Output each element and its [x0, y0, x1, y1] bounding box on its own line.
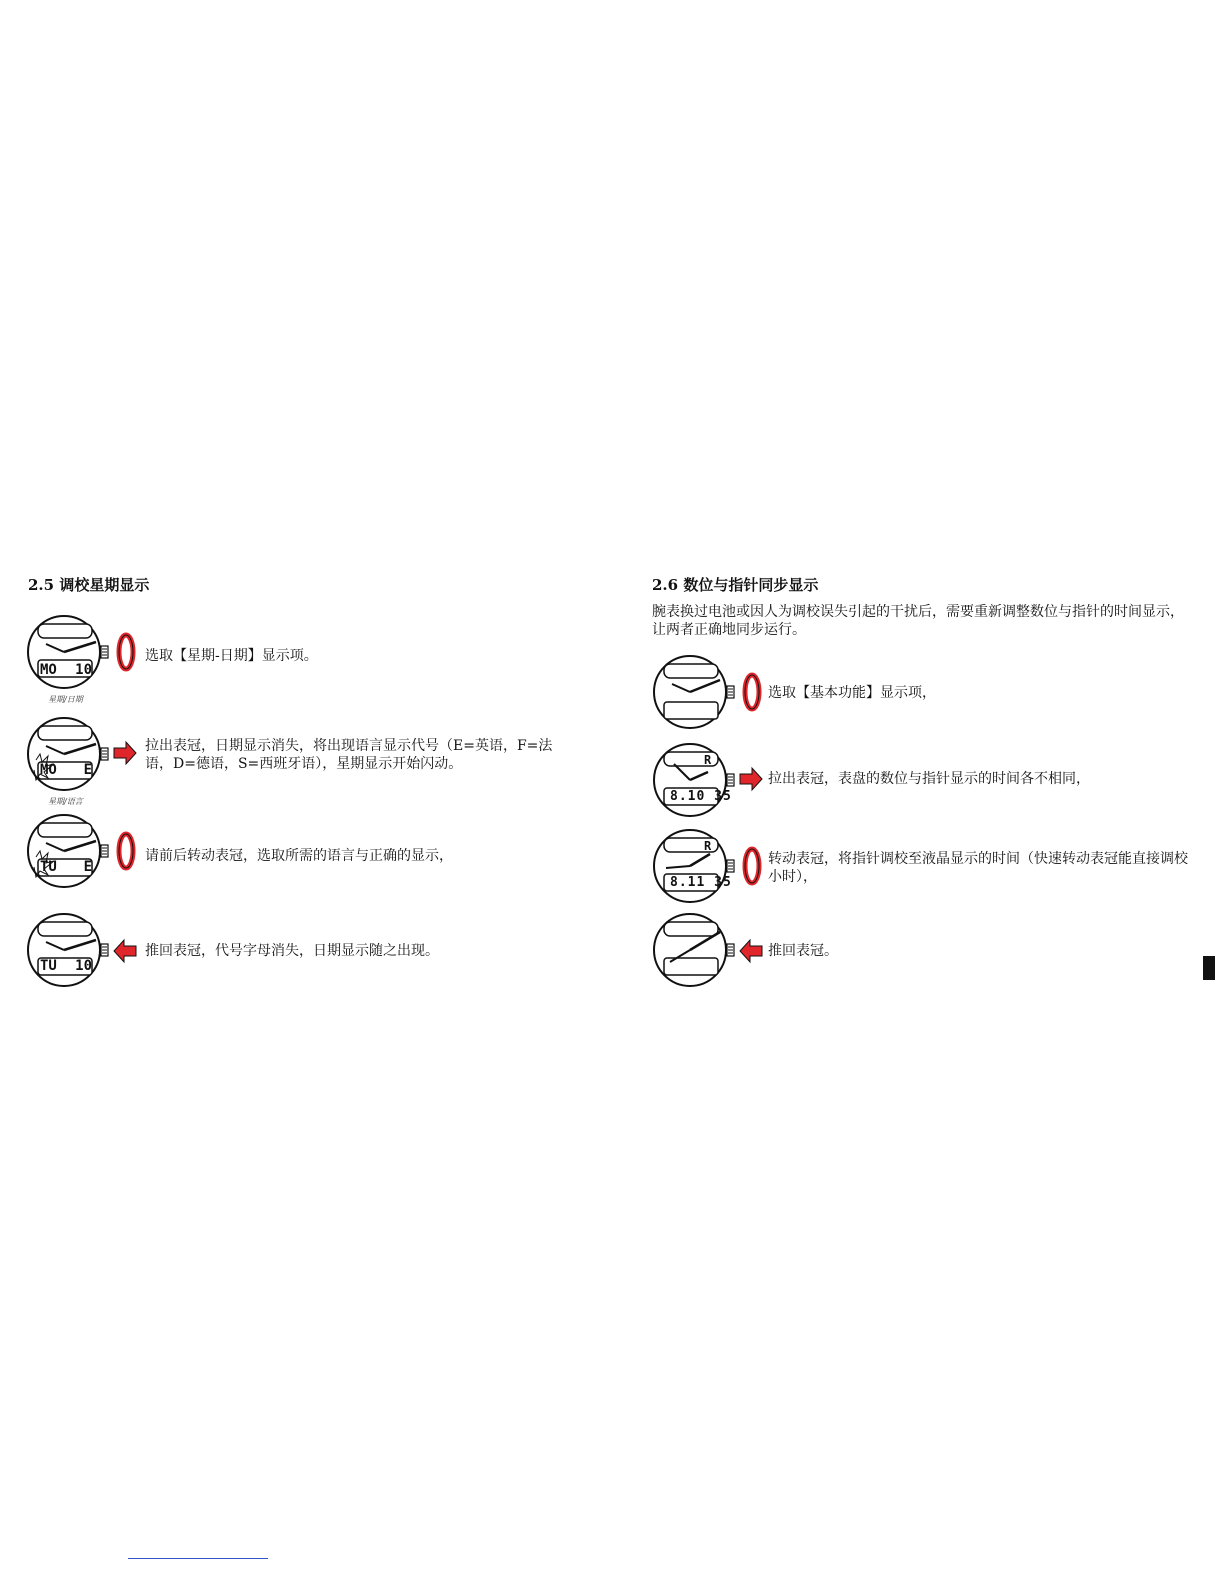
lcd-display [40, 859, 92, 875]
section-heading-2-5: 2.5 调校星期显示 [28, 576, 150, 594]
lcd-date: 10 [75, 958, 92, 974]
lcd-date: 10 [75, 662, 92, 678]
crown-push-icon [114, 940, 136, 962]
lcd-language-code: E [83, 762, 92, 778]
step-text: 选取【星期-日期】显示项。 [145, 648, 318, 664]
step-text: 拉出表冠，表盘的数位与指针显示的时间各不相同， [768, 771, 1090, 787]
step-text: 转动表冠，将指针调校至液晶显示的时间（快速转动表冠能直接调校小时）， [768, 851, 1188, 885]
diagram-caption: 星期/语言 [48, 797, 83, 806]
lcd-day: TU [40, 859, 57, 875]
step-text: 请前后转动表冠，选取所需的语言与正确的显示， [145, 848, 453, 864]
footer-rule [128, 1558, 268, 1559]
lcd-day: MO [40, 762, 57, 778]
watch-diagram [26, 813, 138, 893]
crown-pull-icon [740, 768, 762, 790]
lcd-time: 8.11 35 [670, 875, 732, 890]
lcd-indicator: R [704, 753, 712, 767]
crown-rotate-icon [119, 834, 133, 868]
lcd-display [40, 958, 92, 974]
lcd-language-code: E [83, 859, 92, 875]
diagram-caption: 星期/日期 [48, 695, 83, 704]
crown-pull-icon [114, 742, 136, 764]
crown-rotate-icon [745, 849, 759, 883]
lcd-day: MO [40, 662, 57, 678]
crown-rotate-icon [119, 635, 133, 669]
thumb-index-tab [1203, 956, 1215, 980]
lcd-display [40, 662, 92, 678]
watch-diagram [26, 716, 138, 796]
step-text: 推回表冠，代号字母消失，日期显示随之出现。 [145, 943, 439, 959]
lcd-time: 8.10 35 [670, 789, 732, 804]
watch-diagram [652, 912, 764, 992]
step-text: 选取【基本功能】显示项， [768, 685, 936, 701]
lcd-day: TU [40, 958, 57, 974]
watch-diagram [26, 912, 138, 992]
watch-diagram [652, 654, 764, 734]
step-text: 推回表冠。 [768, 943, 838, 959]
lcd-display [40, 762, 92, 778]
crown-rotate-icon [745, 675, 759, 709]
lcd-indicator: R [704, 839, 712, 853]
watch-diagram [26, 614, 138, 706]
crown-push-icon [740, 940, 762, 962]
section-heading-2-6: 2.6 数位与指针同步显示 [652, 576, 819, 594]
intro-paragraph: 腕表换过电池或因人为调校误失引起的干扰后，需要重新调整数位与指针的时间显示，让两者正确地同步运行。 [652, 604, 1184, 638]
step-text: 拉出表冠，日期显示消失，将出现语言显示代号（E=英语，F=法语，D=德语，S=西班牙语），星期显示开始闪动。 [145, 738, 553, 772]
